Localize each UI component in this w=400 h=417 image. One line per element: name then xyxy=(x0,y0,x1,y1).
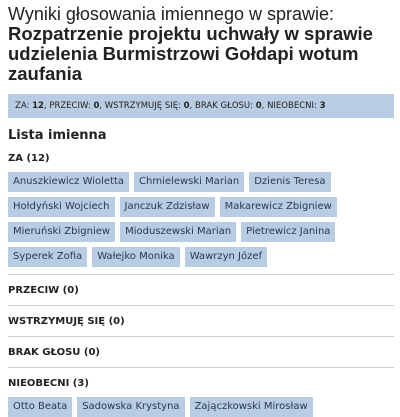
title-prefix: Wyniki głosowania imiennego w sprawie: xyxy=(8,4,334,24)
nieobecni-names-list xyxy=(8,397,394,417)
list-heading: Lista imienna xyxy=(8,128,107,143)
voter-name-tag: Wawrzyn Józef xyxy=(185,247,267,267)
group-heading-brak-glosu: BRAK GŁOSU (0) xyxy=(8,347,100,358)
group-heading-przeciw: PRZECIW (0) xyxy=(8,285,79,296)
voter-name-tag: Mioduszewski Marian xyxy=(120,222,236,242)
summary-wstrzymuje-label: WSTRZYMUJĘ SIĘ: xyxy=(104,101,181,111)
summary-nieobecni-value: 3 xyxy=(319,101,326,111)
summary-przeciw-value: 0 xyxy=(93,101,100,111)
page-title xyxy=(8,4,394,84)
voter-name-tag: Chmielewski Marian xyxy=(134,172,244,192)
voter-name-tag: Mieruński Zbigniew xyxy=(8,222,115,242)
summary-brak-label: BRAK GŁOSU: xyxy=(195,101,254,111)
voter-name-tag: Hołdyński Wojciech xyxy=(8,197,115,217)
vote-summary-bar: ZA: 12, PRZECIW: 0, WSTRZYMUJĘ SIĘ: 0, BRAK GŁOSU: 0, NIEOBECNI: 3 xyxy=(8,94,394,118)
summary-za-label: ZA: xyxy=(15,101,30,111)
summary-za-value: 12 xyxy=(32,101,44,111)
summary-brak-value: 0 xyxy=(255,101,262,111)
voter-name-tag: Zajączkowski Mirosław xyxy=(190,397,313,417)
title-subject: Rozpatrzenie projektu uchwały w sprawie udzielenia Burmistrzowi Gołdapi wotum zaufania xyxy=(8,23,373,84)
summary-przeciw-label: PRZECIW: xyxy=(49,101,91,111)
group-heading-nieobecni: NIEOBECNI (3) xyxy=(8,378,89,389)
section-divider xyxy=(8,274,394,275)
voter-name-tag: Anuszkiewicz Wioletta xyxy=(8,172,129,192)
group-heading-za: ZA (12) xyxy=(8,153,50,164)
section-divider xyxy=(8,367,394,368)
group-heading-wstrzymuje: WSTRZYMUJĘ SIĘ (0) xyxy=(8,316,125,327)
voter-name-tag: Dzienis Teresa xyxy=(249,172,330,192)
voter-name-tag: Janczuk Zdzisław xyxy=(120,197,215,217)
section-divider xyxy=(8,305,394,306)
vote-results-page xyxy=(8,4,394,417)
summary-wstrzymuje-value: 0 xyxy=(183,101,190,111)
voter-name-tag: Pietrewicz Janina xyxy=(241,222,335,242)
voter-name-tag: Wałejko Monika xyxy=(92,247,180,267)
za-names-list xyxy=(8,172,394,267)
voter-name-tag: Otto Beata xyxy=(8,397,72,417)
voter-name-tag: Sadowska Krystyna xyxy=(77,397,184,417)
summary-nieobecni-label: NIEOBECNI: xyxy=(267,101,317,111)
voter-name-tag: Makarewicz Zbigniew xyxy=(220,197,337,217)
voter-name-tag: Syperek Zofia xyxy=(8,247,87,267)
section-divider xyxy=(8,336,394,337)
